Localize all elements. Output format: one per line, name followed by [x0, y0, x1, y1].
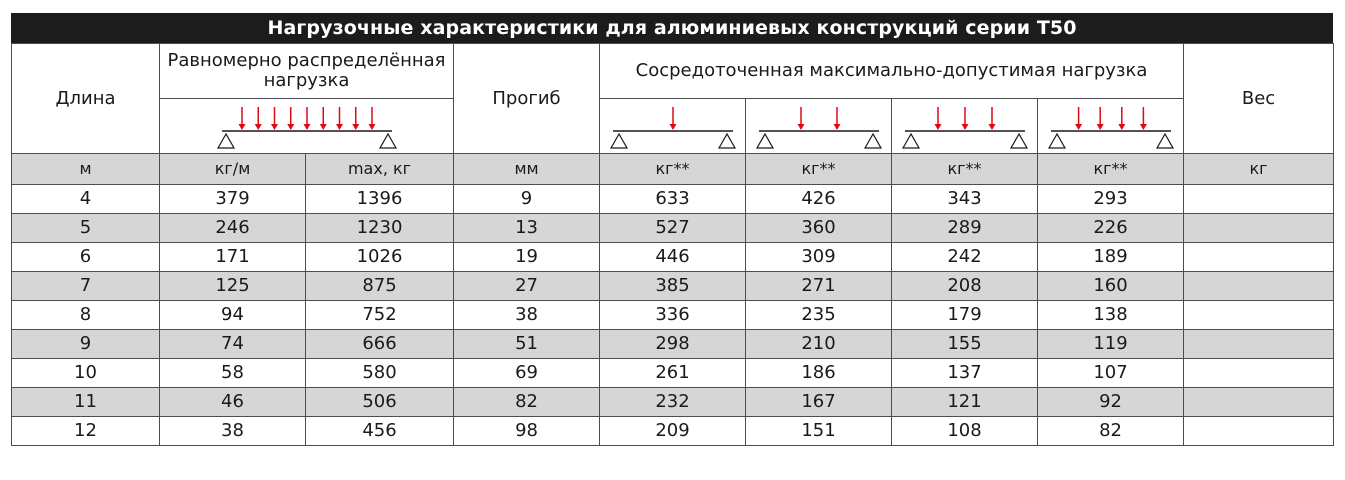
- table-cell: 298: [600, 330, 746, 359]
- table-cell: 232: [600, 388, 746, 417]
- table-cell: 506: [306, 388, 454, 417]
- table-cell: [1184, 330, 1334, 359]
- load-arrow: [797, 107, 804, 130]
- units-row: [12, 154, 1334, 185]
- table-cell: 242: [892, 243, 1038, 272]
- unit-cell: кг**: [746, 154, 892, 185]
- table-cell: 12: [12, 417, 160, 446]
- table-cell: 336: [600, 301, 746, 330]
- table-cell: 119: [1038, 330, 1184, 359]
- table-cell: [1184, 417, 1334, 446]
- table-cell: 9: [454, 185, 600, 214]
- three-point-load-icon: [895, 103, 1035, 149]
- table-row: [12, 185, 1334, 214]
- load-arrow: [1118, 107, 1125, 130]
- table-row: [12, 359, 1334, 388]
- support-right-icon: [380, 134, 396, 148]
- table-cell: 208: [892, 272, 1038, 301]
- table-cell: 27: [454, 272, 600, 301]
- two-point-load-icon: [749, 103, 889, 149]
- unit-cell: кг: [1184, 154, 1334, 185]
- table-cell: 343: [892, 185, 1038, 214]
- unit-cell: кг/м: [160, 154, 306, 185]
- header-uniform-load: Равномерно распределённая нагрузка: [160, 44, 454, 99]
- table-cell: [1184, 359, 1334, 388]
- table-cell: 46: [160, 388, 306, 417]
- table-cell: 51: [454, 330, 600, 359]
- load-arrow: [1139, 107, 1146, 130]
- uniform-load-diagram-cell: [160, 99, 454, 154]
- table-cell: 1026: [306, 243, 454, 272]
- load-table-sheet: [11, 13, 1333, 446]
- table-cell: 752: [306, 301, 454, 330]
- load-arrow: [833, 107, 840, 130]
- table-cell: [1184, 301, 1334, 330]
- table-cell: 107: [1038, 359, 1184, 388]
- uniform-load-icon: [212, 103, 402, 149]
- table-cell: 7: [12, 272, 160, 301]
- load-arrow: [934, 107, 941, 130]
- table-cell: 666: [306, 330, 454, 359]
- table-cell: 10: [12, 359, 160, 388]
- table-cell: 226: [1038, 214, 1184, 243]
- table-cell: 5: [12, 214, 160, 243]
- load-arrow: [988, 107, 995, 130]
- table-cell: 235: [746, 301, 892, 330]
- load-arrow: [352, 107, 359, 130]
- table-cell: 121: [892, 388, 1038, 417]
- unit-cell: м: [12, 154, 160, 185]
- load-arrow: [303, 107, 310, 130]
- table-cell: 1396: [306, 185, 454, 214]
- table-row: [12, 214, 1334, 243]
- table-cell: 151: [746, 417, 892, 446]
- support-right-icon: [1157, 134, 1173, 148]
- load-arrow: [319, 107, 326, 130]
- unit-cell: кг**: [892, 154, 1038, 185]
- header-concentrated-load: Сосредоточенная максимально-допустимая нагрузка: [600, 44, 1184, 99]
- table-cell: 209: [600, 417, 746, 446]
- support-left-icon: [611, 134, 627, 148]
- point-load-diagram-cell-4: [1038, 99, 1184, 154]
- table-cell: [1184, 185, 1334, 214]
- support-left-icon: [218, 134, 234, 148]
- table-row: [12, 388, 1334, 417]
- table-cell: 189: [1038, 243, 1184, 272]
- support-left-icon: [757, 134, 773, 148]
- table-cell: 82: [454, 388, 600, 417]
- table-cell: 186: [746, 359, 892, 388]
- header-deflection: Прогиб: [454, 44, 600, 154]
- point-load-diagram-cell-1: [600, 99, 746, 154]
- load-arrow: [336, 107, 343, 130]
- load-arrow: [368, 107, 375, 130]
- table-cell: 261: [600, 359, 746, 388]
- table-cell: 167: [746, 388, 892, 417]
- header-length: Длина: [12, 44, 160, 154]
- table-row: [12, 301, 1334, 330]
- unit-cell: кг**: [600, 154, 746, 185]
- table-cell: 379: [160, 185, 306, 214]
- table-cell: [1184, 388, 1334, 417]
- table-cell: 155: [892, 330, 1038, 359]
- table-cell: 74: [160, 330, 306, 359]
- unit-cell: max, кг: [306, 154, 454, 185]
- table-cell: 94: [160, 301, 306, 330]
- support-right-icon: [865, 134, 881, 148]
- load-table: [11, 43, 1334, 446]
- table-cell: 309: [746, 243, 892, 272]
- table-cell: 875: [306, 272, 454, 301]
- table-cell: [1184, 214, 1334, 243]
- table-cell: 38: [160, 417, 306, 446]
- four-point-load-icon: [1041, 103, 1181, 149]
- table-cell: 9: [12, 330, 160, 359]
- load-arrow: [254, 107, 261, 130]
- table-cell: 160: [1038, 272, 1184, 301]
- support-left-icon: [1049, 134, 1065, 148]
- load-arrow: [961, 107, 968, 130]
- support-left-icon: [903, 134, 919, 148]
- table-cell: 633: [600, 185, 746, 214]
- table-cell: 11: [12, 388, 160, 417]
- table-row: [12, 272, 1334, 301]
- table-cell: 13: [454, 214, 600, 243]
- table-cell: 19: [454, 243, 600, 272]
- table-cell: 580: [306, 359, 454, 388]
- load-arrow: [287, 107, 294, 130]
- table-cell: 426: [746, 185, 892, 214]
- one-point-load-icon: [603, 103, 743, 149]
- table-cell: 4: [12, 185, 160, 214]
- load-arrow: [271, 107, 278, 130]
- table-cell: 58: [160, 359, 306, 388]
- table-cell: 38: [454, 301, 600, 330]
- load-arrow: [669, 107, 676, 130]
- load-arrow: [1075, 107, 1082, 130]
- table-cell: 271: [746, 272, 892, 301]
- table-cell: 179: [892, 301, 1038, 330]
- unit-cell: кг**: [1038, 154, 1184, 185]
- load-arrow: [1096, 107, 1103, 130]
- support-right-icon: [719, 134, 735, 148]
- table-cell: 82: [1038, 417, 1184, 446]
- load-arrow: [238, 107, 245, 130]
- table-cell: 171: [160, 243, 306, 272]
- table-cell: 6: [12, 243, 160, 272]
- table-cell: 1230: [306, 214, 454, 243]
- table-cell: 446: [600, 243, 746, 272]
- table-cell: 289: [892, 214, 1038, 243]
- point-load-diagram-cell-2: [746, 99, 892, 154]
- table-cell: 456: [306, 417, 454, 446]
- table-cell: [1184, 243, 1334, 272]
- table-cell: 385: [600, 272, 746, 301]
- table-cell: 92: [1038, 388, 1184, 417]
- table-cell: 108: [892, 417, 1038, 446]
- table-cell: 69: [454, 359, 600, 388]
- unit-cell: мм: [454, 154, 600, 185]
- table-title: Нагрузочные характеристики для алюминиевых конструкций серии Т50: [11, 13, 1333, 43]
- table-row: [12, 243, 1334, 272]
- table-cell: 246: [160, 214, 306, 243]
- header-weight: Вес: [1184, 44, 1334, 154]
- table-cell: 293: [1038, 185, 1184, 214]
- table-row: [12, 417, 1334, 446]
- table-cell: 527: [600, 214, 746, 243]
- support-right-icon: [1011, 134, 1027, 148]
- table-cell: 210: [746, 330, 892, 359]
- table-cell: 360: [746, 214, 892, 243]
- point-load-diagram-cell-3: [892, 99, 1038, 154]
- table-row: [12, 330, 1334, 359]
- table-cell: 138: [1038, 301, 1184, 330]
- table-cell: 137: [892, 359, 1038, 388]
- table-cell: 8: [12, 301, 160, 330]
- table-cell: 98: [454, 417, 600, 446]
- table-cell: [1184, 272, 1334, 301]
- table-cell: 125: [160, 272, 306, 301]
